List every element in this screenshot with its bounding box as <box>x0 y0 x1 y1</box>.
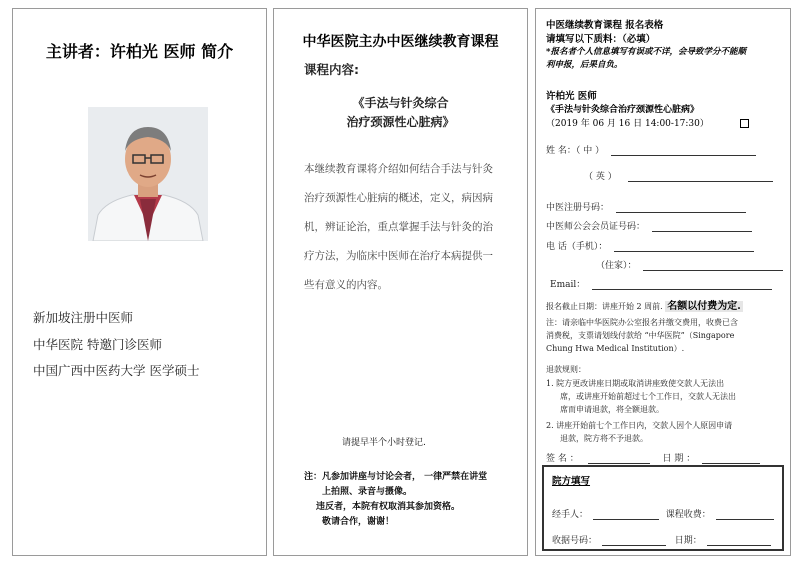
description-line: 些有意义的内容。 <box>304 279 388 291</box>
phone-home-input[interactable] <box>643 260 783 271</box>
form-warning-line: 利申报，后果自负。 <box>546 60 623 70</box>
receipt-date-label: 日期： <box>674 536 702 546</box>
field-phone-mobile[interactable] <box>546 239 754 252</box>
field-label: （ 英 ） <box>584 172 617 182</box>
field-email[interactable] <box>550 277 772 290</box>
field-label: 中医注册号码： <box>546 203 610 213</box>
course-name-line2: 治疗颈源性心脏病》 <box>346 115 455 129</box>
speaker-panel <box>12 8 267 556</box>
handler-label: 经手人： <box>552 510 589 520</box>
description-line: 机，辨证论治，重点掌握手法与针灸的治 <box>304 221 493 233</box>
speaker-title: 主讲者：许柏光 医师 简介 <box>45 42 234 61</box>
field-label: Email： <box>550 280 586 290</box>
form-datetime-text: （2019 年 06 月 16 日 14:00-17:30） <box>546 119 709 129</box>
credential-item: 中华医院 特邀门诊医师 <box>33 337 162 352</box>
form-warning-line: *报名者个人信息填写有误或不详，会导致学分不能顺 <box>546 47 746 57</box>
payment-note-line: Chung Hwa Medical Institution）. <box>546 344 685 353</box>
form-speaker: 许柏光 医师 <box>546 91 597 102</box>
field-assoc-no[interactable] <box>546 219 752 232</box>
refund-rule-line: 席而申请退款，将全额退款。 <box>560 405 664 414</box>
course-name-line1: 《手法与针灸综合 <box>352 96 449 110</box>
phone-mobile-input[interactable] <box>614 241 754 252</box>
signature-input[interactable] <box>588 453 650 464</box>
field-name-cn[interactable] <box>546 143 756 156</box>
payment-note-line: 注：请亲临中华医院办公室报名并缴交费用，收费已含 <box>546 318 738 327</box>
course-description <box>304 155 509 300</box>
rules-note-line: 敬请合作，谢谢！ <box>322 517 395 527</box>
refund-rule-line: 1. 院方更改讲座日期或取消讲座致使交款人无法出 <box>546 379 725 388</box>
deadline-text: 报名截止日期：讲座开始 2 周前. <box>546 302 663 311</box>
clinic-use-box <box>542 465 784 551</box>
credential-item: 新加坡注册中医师 <box>33 310 134 325</box>
refund-rule-line: 2. 讲座开始前七个工作日内，交款人因个人原因申请 <box>546 421 733 430</box>
form-title: 中医继续教育课程 报名表格 <box>546 20 664 31</box>
form-course: 《手法与针灸综合治疗颈源性心脏病》 <box>546 105 700 115</box>
assoc-no-input[interactable] <box>652 221 752 232</box>
deadline-highlight: 名额以付费为定. <box>667 301 741 312</box>
name-cn-input[interactable] <box>611 145 756 156</box>
field-label: 电 话（手机）： <box>546 242 608 252</box>
speaker-photo <box>88 107 208 241</box>
registration-form-panel <box>535 8 791 556</box>
signature-row[interactable] <box>546 451 760 464</box>
field-phone-home[interactable] <box>596 258 783 271</box>
receipt-input[interactable] <box>602 535 666 546</box>
receipt-date-input[interactable] <box>707 535 771 546</box>
date-label: 日 期 ： <box>662 454 696 464</box>
clinic-use-title: 院方填写 <box>552 476 591 487</box>
field-label: 中医师公会会员证号码： <box>546 222 646 232</box>
receipt-label: 收据号码： <box>552 536 598 546</box>
date-input[interactable] <box>702 453 760 464</box>
deadline <box>546 297 743 312</box>
receipt-row[interactable] <box>552 533 771 546</box>
refund-rule-line: 席，或讲座开始前超过七个工作日，交款人无法出 <box>560 392 736 401</box>
fee-input[interactable] <box>716 509 774 520</box>
arrive-note: 请提早半个小时登记. <box>342 438 426 448</box>
form-datetime <box>546 116 749 129</box>
fee-label: 课程收费： <box>665 510 711 520</box>
description-line: 本继续教育课将介绍如何结合手法与针灸 <box>304 163 493 175</box>
email-input[interactable] <box>592 279 772 290</box>
rules-note-line: 上拍照、录音与摄像。 <box>322 487 413 497</box>
payment-note-line: 消费税，支票请划线付款给 “中华医院”（Singapore <box>546 331 735 340</box>
field-label: （住家）： <box>596 261 637 271</box>
refund-rule-line: 退款，院方将不予退款。 <box>560 434 648 443</box>
course-panel <box>273 8 528 556</box>
handler-input[interactable] <box>593 509 659 520</box>
description-line: 治疗颈源性心脏病的概述，定义，病因病 <box>304 192 493 204</box>
course-checkbox[interactable] <box>740 119 749 128</box>
signature-label: 签 名 ： <box>546 454 579 464</box>
field-label: 姓 名：（ 中 ） <box>546 146 605 156</box>
refund-title: 退款规则： <box>546 365 586 374</box>
field-reg-no[interactable] <box>546 200 746 213</box>
description-line: 疗方法，为临床中医师在治疗本病提供一 <box>304 250 493 262</box>
course-panel-title: 中华医院主办中医继续教育课程 <box>302 34 499 50</box>
rules-note-line: 违反者，本院有权取消其参加资格。 <box>316 502 461 512</box>
reg-no-input[interactable] <box>616 202 746 213</box>
rules-note-line: 注：凡参加讲座与讨论会者， 一律严禁在讲堂 <box>304 472 488 482</box>
name-en-input[interactable] <box>628 171 773 182</box>
course-content-label: 课程内容: <box>304 62 359 77</box>
credential-item: 中国广西中医药大学 医学硕士 <box>33 363 200 378</box>
form-instruction: 请填写以下质料：（必填） <box>546 34 656 45</box>
handler-row[interactable] <box>552 507 774 520</box>
field-name-en[interactable] <box>584 169 773 182</box>
